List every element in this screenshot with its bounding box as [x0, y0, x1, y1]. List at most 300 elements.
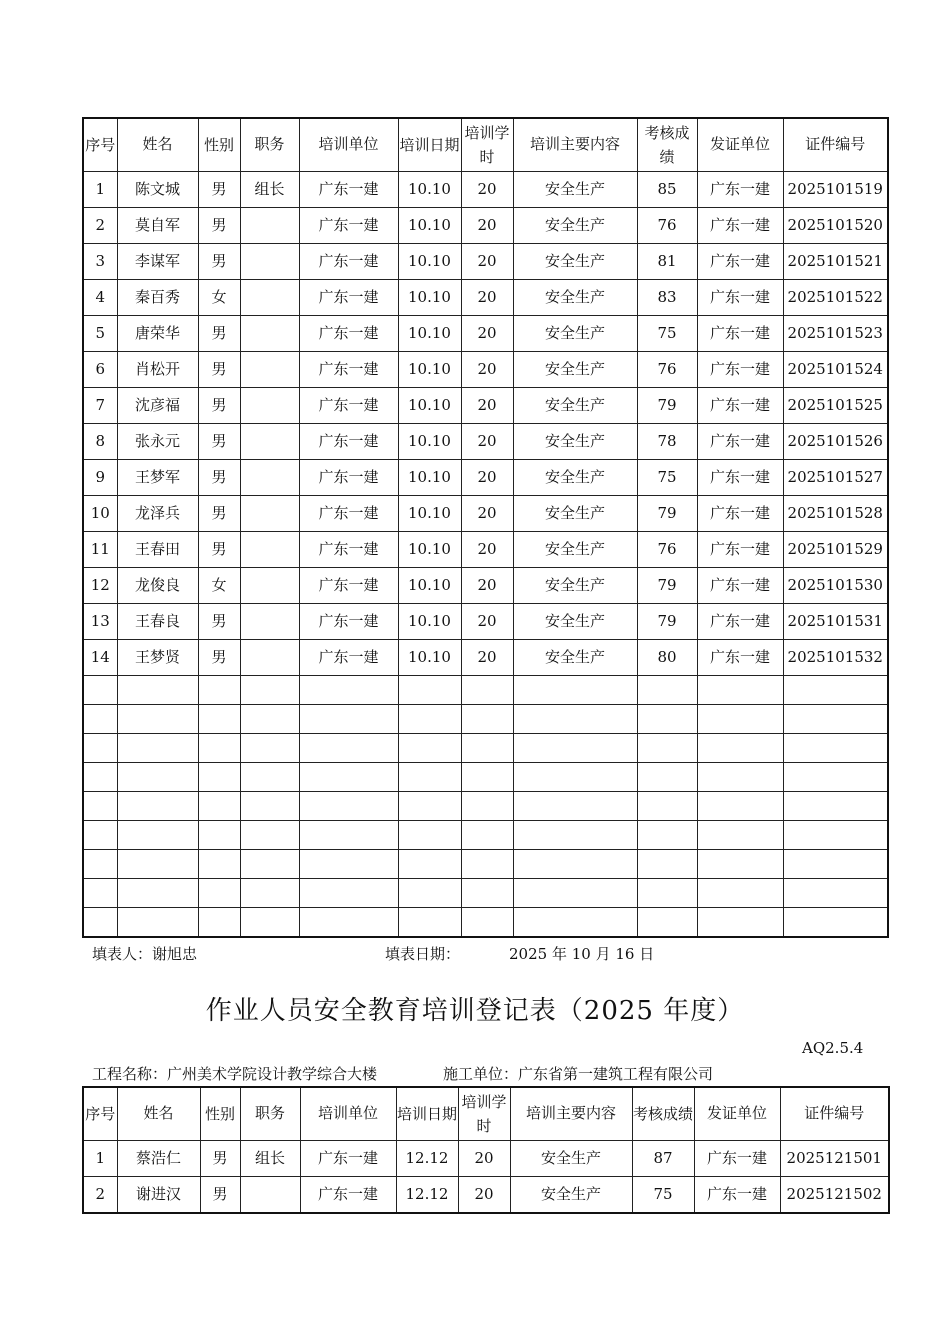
table-cell: 2025121501 — [780, 1141, 889, 1177]
table-row — [83, 1177, 889, 1214]
table-cell: 10.10 — [398, 496, 461, 532]
empty-cell — [240, 676, 299, 705]
table-cell: 广东一建 — [299, 460, 398, 496]
table-cell: 79 — [637, 604, 697, 640]
table-cell: 男 — [198, 424, 240, 460]
empty-cell — [398, 821, 461, 850]
table-cell: 广东一建 — [697, 244, 783, 280]
table-cell: 20 — [461, 388, 513, 424]
table-cell: 2025101528 — [783, 496, 888, 532]
empty-cell — [513, 734, 637, 763]
empty-cell — [83, 705, 117, 734]
empty-cell — [637, 734, 697, 763]
empty-cell — [398, 908, 461, 938]
header-row — [83, 118, 888, 172]
table-cell: 男 — [198, 640, 240, 676]
table-row — [83, 640, 888, 676]
table-cell: 广东一建 — [694, 1177, 780, 1214]
empty-cell — [783, 734, 888, 763]
header-cell: 姓名 — [117, 1087, 200, 1141]
table-cell: 20 — [458, 1141, 510, 1177]
empty-cell — [461, 763, 513, 792]
header-row — [83, 1087, 889, 1141]
empty-cell — [783, 676, 888, 705]
table-cell: 广东一建 — [697, 208, 783, 244]
empty-cell — [198, 908, 240, 938]
empty-cell — [117, 676, 198, 705]
table-cell: 2025101526 — [783, 424, 888, 460]
table-cell: 莫自军 — [117, 208, 198, 244]
table-row — [83, 568, 888, 604]
table-cell: 广东一建 — [697, 532, 783, 568]
table-cell: 76 — [637, 532, 697, 568]
header-cell: 发证单位 — [697, 118, 783, 172]
table-cell: 广东一建 — [697, 460, 783, 496]
table-cell — [240, 316, 299, 352]
table-cell: 男 — [200, 1177, 240, 1214]
document-title: 作业人员安全教育培训登记表（2025 年度） — [205, 996, 745, 1026]
empty-cell — [461, 676, 513, 705]
table-cell: 李谋军 — [117, 244, 198, 280]
filler-label: 填表人：谢旭忠 — [92, 945, 198, 963]
header-cell: 序号 — [83, 1087, 117, 1141]
table-cell: 2025101529 — [783, 532, 888, 568]
table-cell: 龙俊良 — [117, 568, 198, 604]
header-cell: 职务 — [240, 118, 299, 172]
empty-cell — [299, 850, 398, 879]
header-cell: 培训主要内容 — [513, 118, 637, 172]
table-2-body — [83, 1087, 889, 1213]
table-cell: 广东一建 — [299, 388, 398, 424]
empty-cell — [117, 908, 198, 938]
empty-row — [83, 705, 888, 734]
header-cell: 培训单位 — [299, 118, 398, 172]
table-cell: 唐荣华 — [117, 316, 198, 352]
table-cell: 2025101520 — [783, 208, 888, 244]
table-cell: 87 — [632, 1141, 694, 1177]
table-cell: 4 — [83, 280, 117, 316]
table-cell: 广东一建 — [697, 352, 783, 388]
table-cell: 广东一建 — [299, 568, 398, 604]
table-cell: 2 — [83, 208, 117, 244]
empty-cell — [240, 763, 299, 792]
table-cell: 10.10 — [398, 208, 461, 244]
table-cell: 广东一建 — [697, 280, 783, 316]
table-cell: 广东一建 — [300, 1177, 396, 1214]
table-cell — [240, 532, 299, 568]
empty-cell — [299, 792, 398, 821]
table-cell: 5 — [83, 316, 117, 352]
table-cell: 男 — [198, 496, 240, 532]
table-cell: 79 — [637, 496, 697, 532]
empty-cell — [398, 763, 461, 792]
empty-cell — [240, 908, 299, 938]
table-cell: 秦百秀 — [117, 280, 198, 316]
table-cell: 蔡浩仁 — [117, 1141, 200, 1177]
table-cell: 广东一建 — [299, 244, 398, 280]
table-cell: 广东一建 — [697, 496, 783, 532]
empty-cell — [398, 792, 461, 821]
table-cell: 6 — [83, 352, 117, 388]
form-code: AQ2.5.4 — [802, 1039, 864, 1057]
table-cell: 2 — [83, 1177, 117, 1214]
header-cell: 培训单位 — [300, 1087, 396, 1141]
empty-cell — [783, 850, 888, 879]
table-cell: 王梦军 — [117, 460, 198, 496]
table-cell: 王春田 — [117, 532, 198, 568]
table-cell: 2025121502 — [780, 1177, 889, 1214]
empty-row — [83, 676, 888, 705]
table-cell: 安全生产 — [513, 208, 637, 244]
empty-cell — [783, 908, 888, 938]
table-row — [83, 280, 888, 316]
table-cell: 广东一建 — [697, 604, 783, 640]
table-cell: 谢进汉 — [117, 1177, 200, 1214]
empty-cell — [697, 850, 783, 879]
table-cell: 79 — [637, 568, 697, 604]
fill-date-value: 2025 年 10 月 16 日 — [509, 945, 655, 963]
table-cell: 75 — [637, 316, 697, 352]
table-cell — [240, 640, 299, 676]
table-row — [83, 208, 888, 244]
table-cell: 3 — [83, 244, 117, 280]
empty-cell — [83, 850, 117, 879]
header-cell: 发证单位 — [694, 1087, 780, 1141]
empty-cell — [198, 705, 240, 734]
empty-cell — [697, 821, 783, 850]
table-cell: 男 — [198, 244, 240, 280]
table-cell: 广东一建 — [697, 568, 783, 604]
table-cell: 2025101527 — [783, 460, 888, 496]
empty-cell — [117, 734, 198, 763]
table-cell: 肖松开 — [117, 352, 198, 388]
table-cell: 12 — [83, 568, 117, 604]
table-cell: 广东一建 — [299, 532, 398, 568]
table-cell: 20 — [461, 208, 513, 244]
empty-cell — [117, 879, 198, 908]
empty-cell — [398, 850, 461, 879]
table-row — [83, 352, 888, 388]
table-cell: 广东一建 — [299, 424, 398, 460]
empty-cell — [198, 850, 240, 879]
table-cell: 广东一建 — [299, 640, 398, 676]
table-cell: 20 — [461, 532, 513, 568]
empty-cell — [697, 676, 783, 705]
table-cell — [240, 460, 299, 496]
empty-cell — [513, 908, 637, 938]
table-cell: 广东一建 — [697, 172, 783, 208]
table-cell: 10.10 — [398, 568, 461, 604]
empty-cell — [398, 734, 461, 763]
table-cell: 安全生产 — [510, 1177, 632, 1214]
table-cell: 2025101522 — [783, 280, 888, 316]
table-cell: 20 — [461, 352, 513, 388]
table-cell: 安全生产 — [513, 568, 637, 604]
table-cell: 安全生产 — [513, 280, 637, 316]
table-cell: 安全生产 — [513, 532, 637, 568]
header-cell: 培训学时 — [458, 1087, 510, 1141]
table-cell: 20 — [461, 280, 513, 316]
header-cell: 培训日期 — [396, 1087, 458, 1141]
empty-cell — [783, 821, 888, 850]
empty-cell — [513, 676, 637, 705]
header-cell: 序号 — [83, 118, 117, 172]
table-cell: 广东一建 — [300, 1141, 396, 1177]
table-cell: 2025101530 — [783, 568, 888, 604]
table-cell: 10.10 — [398, 172, 461, 208]
empty-cell — [83, 792, 117, 821]
empty-cell — [637, 792, 697, 821]
table-cell: 10.10 — [398, 388, 461, 424]
table-cell — [240, 352, 299, 388]
fill-date-label: 填表日期： — [385, 945, 461, 963]
empty-row — [83, 792, 888, 821]
empty-cell — [637, 908, 697, 938]
table-cell: 龙泽兵 — [117, 496, 198, 532]
empty-cell — [637, 763, 697, 792]
table-cell: 12.12 — [396, 1177, 458, 1214]
empty-cell — [299, 676, 398, 705]
table-cell: 10.10 — [398, 316, 461, 352]
empty-row — [83, 821, 888, 850]
header-cell: 性别 — [198, 118, 240, 172]
table-cell: 20 — [458, 1177, 510, 1214]
table-cell: 85 — [637, 172, 697, 208]
table-cell: 20 — [461, 568, 513, 604]
empty-cell — [83, 821, 117, 850]
table-cell: 10.10 — [398, 532, 461, 568]
empty-cell — [83, 734, 117, 763]
header-cell: 证件编号 — [783, 118, 888, 172]
empty-cell — [697, 763, 783, 792]
contractor-name: 施工单位：广东省第一建筑工程有限公司 — [443, 1065, 714, 1083]
table-cell — [240, 496, 299, 532]
table-cell — [240, 568, 299, 604]
table-cell: 男 — [198, 460, 240, 496]
empty-cell — [637, 705, 697, 734]
table-cell: 12.12 — [396, 1141, 458, 1177]
empty-cell — [461, 734, 513, 763]
table-cell: 83 — [637, 280, 697, 316]
table-row — [83, 424, 888, 460]
table-cell: 2025101521 — [783, 244, 888, 280]
empty-cell — [513, 763, 637, 792]
empty-cell — [697, 908, 783, 938]
header-cell: 培训主要内容 — [510, 1087, 632, 1141]
table-cell: 广东一建 — [299, 496, 398, 532]
table-cell: 75 — [632, 1177, 694, 1214]
table-cell: 13 — [83, 604, 117, 640]
table-cell: 广东一建 — [299, 352, 398, 388]
table-cell: 20 — [461, 604, 513, 640]
table-cell: 2025101532 — [783, 640, 888, 676]
empty-cell — [83, 676, 117, 705]
empty-cell — [299, 763, 398, 792]
table-row — [83, 1141, 889, 1177]
empty-cell — [637, 821, 697, 850]
table-cell: 安全生产 — [513, 388, 637, 424]
table-cell: 女 — [198, 568, 240, 604]
empty-cell — [398, 879, 461, 908]
empty-cell — [461, 879, 513, 908]
empty-cell — [240, 705, 299, 734]
empty-cell — [299, 734, 398, 763]
table-row — [83, 532, 888, 568]
table-cell: 20 — [461, 172, 513, 208]
empty-cell — [637, 676, 697, 705]
empty-row — [83, 879, 888, 908]
header-cell: 职务 — [240, 1087, 300, 1141]
table-cell: 10.10 — [398, 604, 461, 640]
empty-cell — [697, 705, 783, 734]
table-cell: 广东一建 — [299, 280, 398, 316]
table-cell: 陈文城 — [117, 172, 198, 208]
training-register-table-1 — [82, 117, 889, 938]
table-cell: 广东一建 — [697, 316, 783, 352]
table-cell: 14 — [83, 640, 117, 676]
empty-cell — [117, 705, 198, 734]
table-cell: 广东一建 — [697, 424, 783, 460]
table-row — [83, 172, 888, 208]
table-cell: 20 — [461, 316, 513, 352]
empty-cell — [513, 879, 637, 908]
empty-cell — [240, 821, 299, 850]
table-cell — [240, 1177, 300, 1214]
table-cell: 男 — [198, 352, 240, 388]
header-cell: 培训学时 — [461, 118, 513, 172]
empty-cell — [697, 792, 783, 821]
empty-cell — [637, 850, 697, 879]
table-cell — [240, 244, 299, 280]
table-cell: 男 — [198, 532, 240, 568]
empty-cell — [513, 821, 637, 850]
table-cell: 广东一建 — [694, 1141, 780, 1177]
header-cell: 考核成绩 — [637, 118, 697, 172]
table-cell: 王春良 — [117, 604, 198, 640]
table-cell — [240, 280, 299, 316]
empty-cell — [783, 705, 888, 734]
table-cell: 广东一建 — [299, 316, 398, 352]
table-cell: 组长 — [240, 172, 299, 208]
table-cell: 组长 — [240, 1141, 300, 1177]
table-cell: 男 — [198, 388, 240, 424]
empty-cell — [783, 879, 888, 908]
empty-row — [83, 850, 888, 879]
table-cell: 20 — [461, 640, 513, 676]
table-cell: 20 — [461, 496, 513, 532]
empty-cell — [299, 821, 398, 850]
table-1-body — [83, 118, 888, 937]
empty-cell — [461, 705, 513, 734]
table-cell: 2025101531 — [783, 604, 888, 640]
table-cell: 10.10 — [398, 460, 461, 496]
empty-cell — [117, 763, 198, 792]
empty-cell — [299, 908, 398, 938]
table-cell: 安全生产 — [513, 460, 637, 496]
empty-cell — [83, 908, 117, 938]
table-cell: 20 — [461, 244, 513, 280]
table-cell: 男 — [198, 604, 240, 640]
table-cell — [240, 208, 299, 244]
table-cell: 王梦贤 — [117, 640, 198, 676]
table-cell: 安全生产 — [510, 1141, 632, 1177]
table-cell: 男 — [200, 1141, 240, 1177]
empty-cell — [240, 734, 299, 763]
empty-cell — [198, 792, 240, 821]
empty-cell — [240, 850, 299, 879]
empty-cell — [240, 879, 299, 908]
table-cell: 20 — [461, 424, 513, 460]
empty-cell — [198, 734, 240, 763]
table-row — [83, 244, 888, 280]
empty-cell — [461, 792, 513, 821]
table-cell: 2025101519 — [783, 172, 888, 208]
empty-cell — [697, 734, 783, 763]
table-cell: 11 — [83, 532, 117, 568]
table-row — [83, 388, 888, 424]
table-cell: 安全生产 — [513, 424, 637, 460]
empty-cell — [299, 705, 398, 734]
table-cell: 安全生产 — [513, 604, 637, 640]
table-cell: 广东一建 — [299, 208, 398, 244]
table-cell: 76 — [637, 208, 697, 244]
empty-cell — [240, 792, 299, 821]
table-cell: 20 — [461, 460, 513, 496]
training-register-table-2 — [82, 1086, 890, 1214]
table-cell: 张永元 — [117, 424, 198, 460]
table-cell: 2025101524 — [783, 352, 888, 388]
empty-cell — [117, 850, 198, 879]
table-cell: 沈彦福 — [117, 388, 198, 424]
table-cell: 2025101523 — [783, 316, 888, 352]
table-cell: 女 — [198, 280, 240, 316]
header-cell: 考核成绩 — [632, 1087, 694, 1141]
table-cell: 广东一建 — [697, 640, 783, 676]
table-cell: 男 — [198, 208, 240, 244]
table-row — [83, 496, 888, 532]
table-row — [83, 316, 888, 352]
table-cell: 1 — [83, 1141, 117, 1177]
empty-cell — [398, 676, 461, 705]
table-cell: 9 — [83, 460, 117, 496]
empty-cell — [461, 821, 513, 850]
empty-cell — [117, 792, 198, 821]
table-cell: 广东一建 — [697, 388, 783, 424]
project-name: 工程名称：广州美术学院设计教学综合大楼 — [92, 1065, 378, 1083]
empty-cell — [697, 879, 783, 908]
empty-cell — [198, 676, 240, 705]
table-cell: 安全生产 — [513, 496, 637, 532]
empty-row — [83, 908, 888, 938]
table-cell: 10.10 — [398, 424, 461, 460]
table-cell: 男 — [198, 316, 240, 352]
header-cell: 性别 — [200, 1087, 240, 1141]
empty-cell — [198, 763, 240, 792]
empty-cell — [637, 879, 697, 908]
table-cell: 广东一建 — [299, 172, 398, 208]
empty-cell — [198, 821, 240, 850]
table-cell: 安全生产 — [513, 316, 637, 352]
table-row — [83, 604, 888, 640]
empty-row — [83, 763, 888, 792]
header-cell: 姓名 — [117, 118, 198, 172]
table-cell: 安全生产 — [513, 244, 637, 280]
empty-cell — [513, 850, 637, 879]
empty-cell — [783, 763, 888, 792]
table-cell — [240, 388, 299, 424]
table-cell: 10.10 — [398, 640, 461, 676]
header-cell: 培训日期 — [398, 118, 461, 172]
